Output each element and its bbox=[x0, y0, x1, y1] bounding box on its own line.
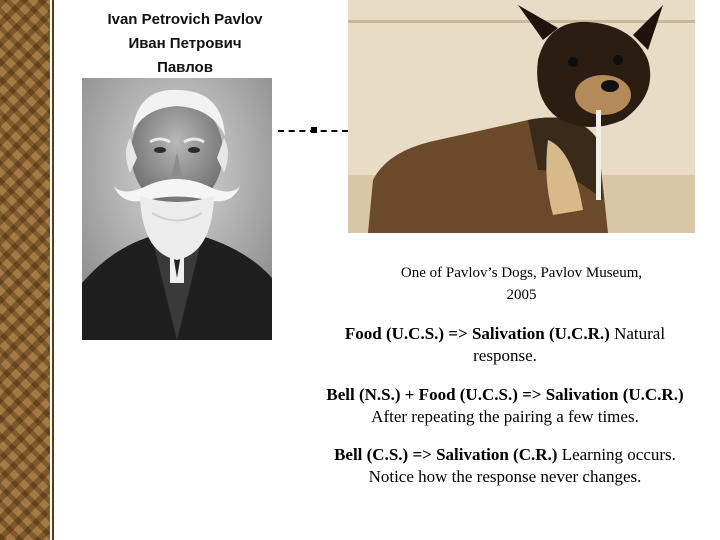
decorative-border bbox=[0, 0, 50, 540]
pavlov-name-title bbox=[70, 8, 300, 80]
dog-caption bbox=[348, 262, 695, 306]
statement-pairing bbox=[290, 384, 720, 428]
statement-bold: Bell (C.S.) => Salivation (C.R.) bbox=[334, 445, 558, 464]
dog-caption-line1: One of Pavlov’s Dogs, Pavlov Museum, bbox=[400, 265, 643, 281]
statement-text: Learning occurs. bbox=[557, 445, 676, 464]
statement-bold: Bell (N.S.) + Food (U.C.S.) => Salivation (U.C.R.) bbox=[326, 385, 684, 404]
name-cyrillic-line2: Павлов bbox=[157, 59, 213, 76]
statement-unconditioned bbox=[290, 323, 720, 367]
statement-bold: Food (U.C.S.) => Salivation (U.C.R.) bbox=[344, 324, 610, 343]
dog-caption-line2: 2005 bbox=[506, 287, 537, 303]
name-cyrillic-line1: Иван Петрович bbox=[128, 35, 242, 52]
connector-dot bbox=[311, 127, 317, 133]
statement-text-line2: Notice how the response never changes. bbox=[368, 467, 642, 486]
border-divider bbox=[52, 0, 54, 540]
statement-text-line2: After repeating the pairing a few times. bbox=[371, 407, 639, 426]
pavlov-dog-photo bbox=[348, 0, 695, 233]
name-latin: Ivan Petrovich Pavlov bbox=[107, 11, 263, 28]
statement-text: Natural bbox=[609, 324, 666, 343]
statement-text-line2: response. bbox=[473, 346, 537, 365]
pavlov-portrait-photo bbox=[82, 78, 272, 340]
statement-conditioned bbox=[290, 444, 720, 488]
